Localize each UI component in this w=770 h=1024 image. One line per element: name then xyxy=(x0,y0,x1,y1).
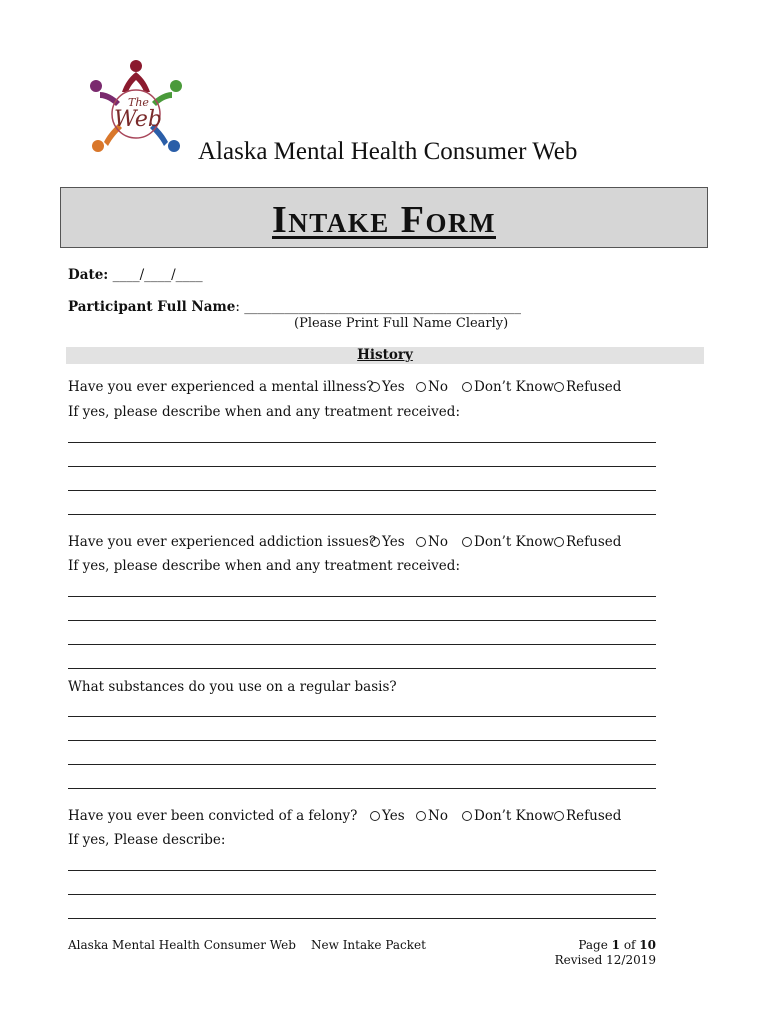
answer-line[interactable] xyxy=(68,716,656,717)
answer-line[interactable] xyxy=(68,894,656,895)
answer-line[interactable] xyxy=(68,620,656,621)
q1-dont-know-option[interactable]: Don’t Know xyxy=(462,379,554,395)
question-addiction: Have you ever experienced addiction issues? xyxy=(68,534,377,550)
name-row xyxy=(68,299,521,315)
q1-options xyxy=(370,379,630,397)
radio-icon[interactable] xyxy=(416,811,426,821)
radio-icon[interactable] xyxy=(554,537,564,547)
q4-options xyxy=(370,808,630,826)
date-field[interactable]: ____/____/____ xyxy=(112,267,203,283)
answer-line[interactable] xyxy=(68,668,656,669)
web-logo xyxy=(84,56,188,160)
question-felony: Have you ever been convicted of a felony? xyxy=(68,808,358,824)
footer-org: Alaska Mental Health Consumer Web xyxy=(68,938,296,952)
answer-line[interactable] xyxy=(68,490,656,491)
answer-line[interactable] xyxy=(68,918,656,919)
form-title: Intake Form xyxy=(272,199,496,241)
q2-options xyxy=(370,534,630,552)
footer-packet: New Intake Packet xyxy=(311,938,426,952)
radio-icon[interactable] xyxy=(554,811,564,821)
q4-no-option[interactable]: No xyxy=(416,808,448,824)
radio-icon[interactable] xyxy=(416,537,426,547)
q4-yes-option[interactable]: Yes xyxy=(370,808,405,824)
q2-followup: If yes, please describe when and any treatment received: xyxy=(68,558,460,574)
answer-line[interactable] xyxy=(68,764,656,765)
answer-line[interactable] xyxy=(68,870,656,871)
logo-figure-head xyxy=(130,60,142,72)
q2-no-option[interactable]: No xyxy=(416,534,448,550)
q1-yes-option[interactable]: Yes xyxy=(370,379,405,395)
date-row xyxy=(68,267,203,283)
radio-icon[interactable] xyxy=(370,382,380,392)
answer-line[interactable] xyxy=(68,442,656,443)
answer-line[interactable] xyxy=(68,788,656,789)
radio-icon[interactable] xyxy=(370,537,380,547)
org-name: Alaska Mental Health Consumer Web xyxy=(198,138,578,165)
radio-icon[interactable] xyxy=(462,537,472,547)
footer-page: Page 1 of 10 xyxy=(578,938,656,952)
answer-line[interactable] xyxy=(68,514,656,515)
q1-no-option[interactable]: No xyxy=(416,379,448,395)
radio-icon[interactable] xyxy=(462,811,472,821)
name-hint: (Please Print Full Name Clearly) xyxy=(294,316,509,331)
section-title: History xyxy=(357,347,413,363)
date-label: Date: xyxy=(68,267,109,283)
radio-icon[interactable] xyxy=(462,382,472,392)
footer-revised: Revised 12/2019 xyxy=(554,953,656,967)
q4-dont-know-option[interactable]: Don’t Know xyxy=(462,808,554,824)
q1-followup: If yes, please describe when and any treatment received: xyxy=(68,404,460,420)
title-banner xyxy=(60,187,708,248)
answer-line[interactable] xyxy=(68,596,656,597)
logo-text-main: Web xyxy=(114,107,162,132)
name-label: Participant Full Name xyxy=(68,299,236,315)
answer-line[interactable] xyxy=(68,644,656,645)
question-mental-illness: Have you ever experienced a mental illness? xyxy=(68,379,374,395)
answer-line[interactable] xyxy=(68,740,656,741)
q2-yes-option[interactable]: Yes xyxy=(370,534,405,550)
radio-icon[interactable] xyxy=(416,382,426,392)
radio-icon[interactable] xyxy=(370,811,380,821)
q2-refused-option[interactable]: Refused xyxy=(554,534,621,550)
name-field[interactable]: _________________________________________ xyxy=(244,299,521,315)
radio-icon[interactable] xyxy=(554,382,564,392)
name-colon: : xyxy=(235,299,240,315)
question-substances: What substances do you use on a regular basis? xyxy=(68,679,397,695)
q1-refused-option[interactable]: Refused xyxy=(554,379,621,395)
logo-text-top: The xyxy=(128,96,149,109)
q4-refused-option[interactable]: Refused xyxy=(554,808,621,824)
q4-followup: If yes, Please describe: xyxy=(68,832,226,848)
history-section-bar xyxy=(66,347,704,364)
answer-line[interactable] xyxy=(68,466,656,467)
q2-dont-know-option[interactable]: Don’t Know xyxy=(462,534,554,550)
